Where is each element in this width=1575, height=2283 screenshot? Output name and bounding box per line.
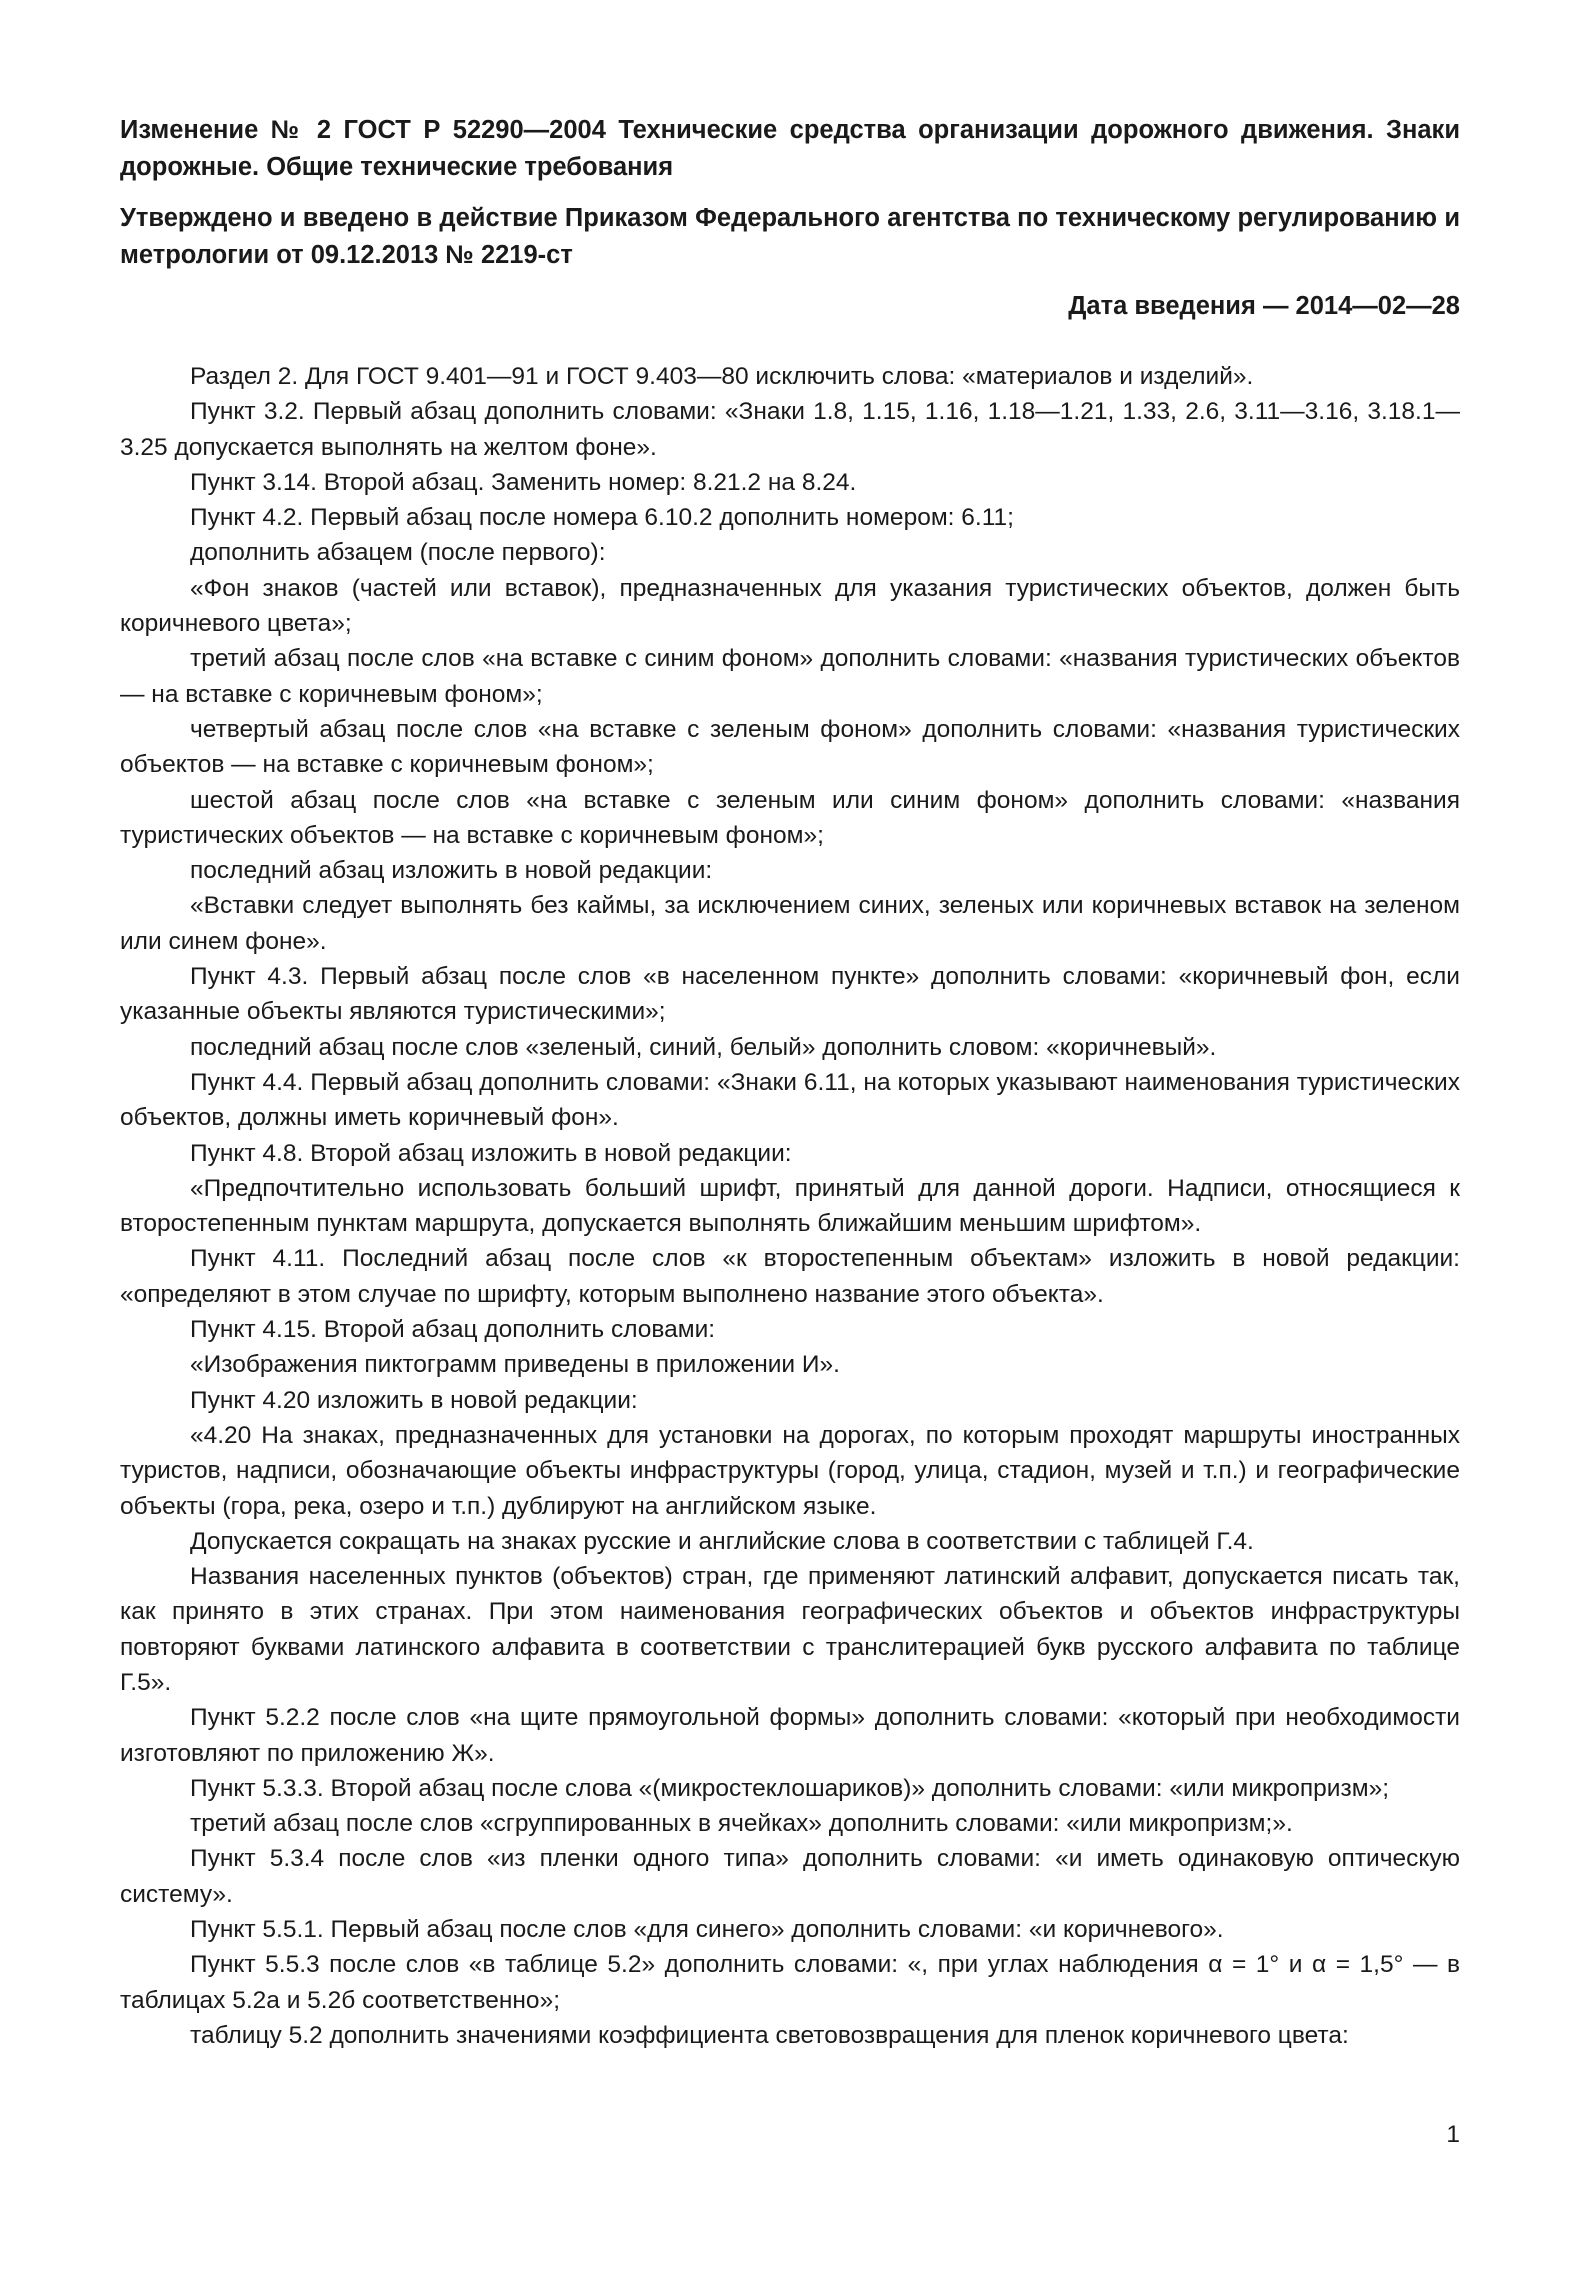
page-number: 1 xyxy=(1446,2121,1460,2148)
document-title: Изменение № 2 ГОСТ Р 52290—2004 Технические средства организации дорожного движения. Знаки дорожные. Общие технические требования xyxy=(120,116,1460,181)
paragraph: Пункт 4.8. Второй абзац изложить в новой редакции: xyxy=(190,1139,792,1167)
paragraph: Пункт 4.20 изложить в новой редакции: xyxy=(190,1386,638,1414)
paragraph: «Фон знаков (частей или вставок), предназначенных для указания туристических объектов, должен быть коричневого цвета»; xyxy=(120,574,1460,638)
paragraph: третий абзац после слов «на вставке с синим фоном» дополнить словами: «названия туристических объектов — на вставке с коричневым фоном»; xyxy=(120,645,1460,708)
paragraph: последний абзац изложить в новой редакции: xyxy=(190,857,713,885)
paragraph: третий абзац после слов «сгруппированных в ячейках» дополнить словами: «или микропризм;». xyxy=(190,1810,1293,1838)
paragraph: Пункт 4.15. Второй абзац дополнить словами: xyxy=(190,1316,716,1344)
effective-date: Дата введения — 2014—02—28 xyxy=(1068,292,1460,320)
paragraph: Пункт 5.3.4 после слов «из пленки одного типа» дополнить словами: «и иметь одинаковую оптическую систему». xyxy=(120,1845,1460,1908)
paragraph: «4.20 На знаках, предназначенных для установки на дорогах, по которым проходят маршруты иностранных туристов, надписи, обозначающие объекты инфраструктуры (город, улица, стадион, музей и т.п.) и географические объекты (гора, река, озеро и т.п.) дублируют на английском языке. xyxy=(120,1421,1460,1520)
approval-statement: Утверждено и введено в действие Приказом Федерального агентства по техническому регулированию и метрологии от 09.12.2013 № 2219-ст xyxy=(120,204,1460,269)
paragraph: Пункт 5.3.3. Второй абзац после слова «(микростеклошариков)» дополнить словами: «или микропризм»; xyxy=(190,1774,1390,1802)
paragraph: таблицу 5.2 дополнить значениями коэффициента световозвращения для пленок коричневого цвета: xyxy=(190,2021,1349,2049)
document-page xyxy=(120,112,1460,2053)
paragraph: последний абзац после слов «зеленый, синий, белый» дополнить словом: «коричневый». xyxy=(190,1033,1217,1061)
paragraph: Пункт 4.3. Первый абзац после слов «в населенном пункте» дополнить словами: «коричневый фон, если указанные объекты являются туристическими»; xyxy=(120,963,1460,1026)
paragraph: Пункт 3.2. Первый абзац дополнить словами: «Знаки 1.8, 1.15, 1.16, 1.18—1.21, 1.33, 2.6, 3.11—3.16, 3.18.1—3.25 допускается выполнять на желтом фоне». xyxy=(120,398,1460,461)
paragraph: Пункт 5.2.2 после слов «на щите прямоугольной формы» дополнить словами: «который при необходимости изготовляют по приложению Ж». xyxy=(120,1704,1460,1767)
paragraph: «Предпочтительно использовать больший шрифт, принятый для данной дороги. Надписи, относящиеся к второстепенным пунктам маршрута, допускается выполнять ближайшим меньшим шрифтом». xyxy=(120,1174,1460,1238)
paragraph: Раздел 2. Для ГОСТ 9.401—91 и ГОСТ 9.403—80 исключить слова: «материалов и изделий». xyxy=(190,363,1254,390)
paragraph: Пункт 4.2. Первый абзац после номера 6.10.2 дополнить номером: 6.11; xyxy=(190,504,1014,532)
paragraph: «Вставки следует выполнять без каймы, за исключением синих, зеленых или коричневых вставок на зеленом или синем фоне». xyxy=(120,892,1460,955)
paragraph: Допускается сокращать на знаках русские и английские слова в соответствии с таблицей Г.4. xyxy=(190,1527,1254,1555)
document-body xyxy=(120,359,1460,2053)
paragraph: «Изображения пиктограмм приведены в приложении И». xyxy=(190,1351,840,1379)
paragraph: Пункт 3.14. Второй абзац. Заменить номер: 8.21.2 на 8.24. xyxy=(190,468,857,496)
paragraph: Пункт 5.5.3 после слов «в таблице 5.2» дополнить словами: «, при углах наблюдения α = 1° и α = 1,5° — в таблицах 5.2а и 5.2б соответственно»; xyxy=(120,1951,1460,2014)
paragraph: Пункт 4.4. Первый абзац дополнить словами: «Знаки 6.11, на которых указывают наименования туристических объектов, должны иметь коричневый фон». xyxy=(120,1068,1460,1132)
paragraph: Пункт 4.11. Последний абзац после слов «к второстепенным объектам» изложить в новой редакции: «определяют в этом случае по шрифту, которым выполнено название этого объекта». xyxy=(120,1245,1460,1308)
paragraph: шестой абзац после слов «на вставке с зеленым или синим фоном» дополнить словами: «названия туристических объектов — на вставке с коричневым фоном»; xyxy=(120,786,1460,849)
paragraph: дополнить абзацем (после первого): xyxy=(190,539,606,567)
paragraph: Пункт 5.5.1. Первый абзац после слов «для синего» дополнить словами: «и коричневого». xyxy=(190,1916,1224,1944)
paragraph: Названия населенных пунктов (объектов) стран, где применяют латинский алфавит, допускается писать так, как принято в этих странах. При этом наименования географических объектов и объектов инфраструктуры повторяют буквами латинского алфавита в соответствии с транслитерацией букв русского алфавита по таблице Г.5». xyxy=(120,1563,1460,1696)
paragraph: четвертый абзац после слов «на вставке с зеленым фоном» дополнить словами: «названия туристических объектов — на вставке с коричневым фоном»; xyxy=(120,715,1460,779)
